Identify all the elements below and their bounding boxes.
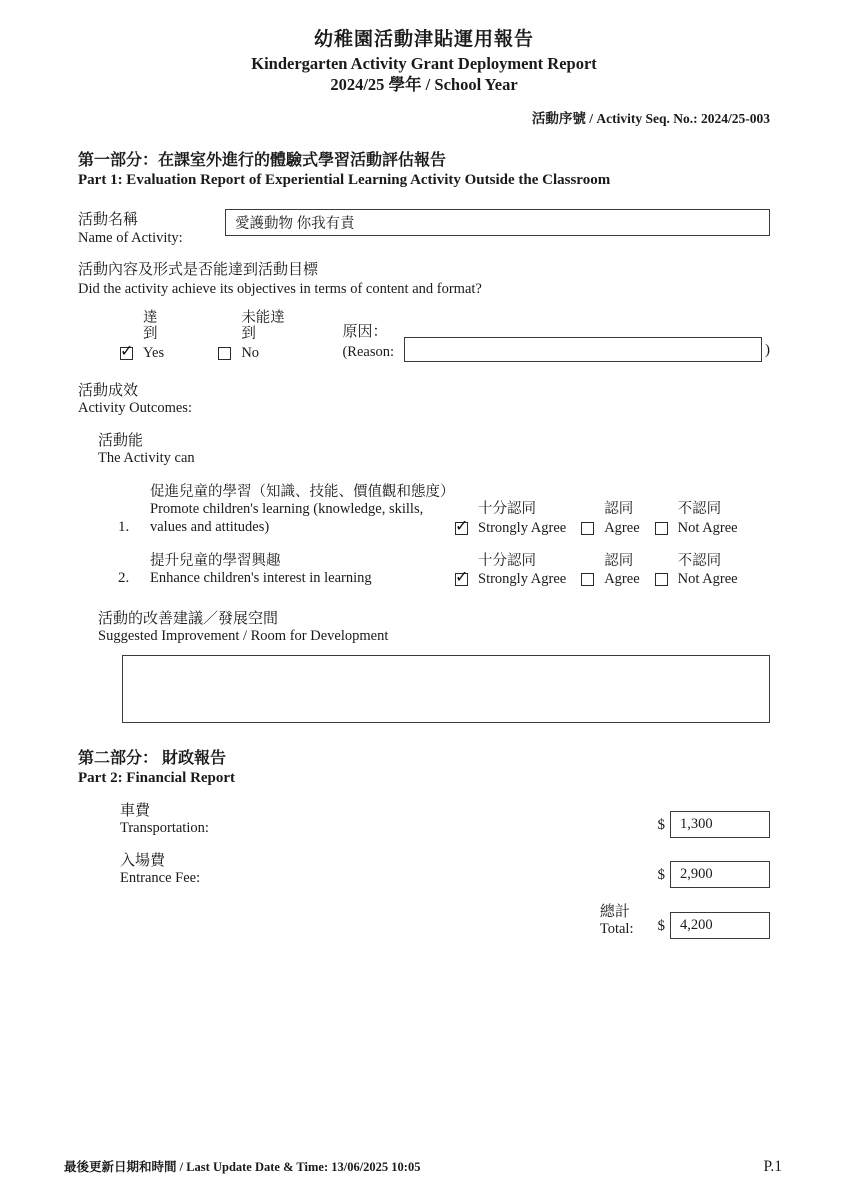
yes-label-zh: 達到 (143, 310, 158, 343)
no-option (218, 311, 290, 362)
yes-label-en: Yes (143, 345, 165, 362)
outcomes-heading-zh: 活動成效 (78, 382, 139, 399)
activity-name-input[interactable] (225, 209, 770, 236)
item-number: 1. (118, 518, 130, 535)
activity-seq-no: 活動序號 / Activity Seq. No.: 2024/25-003 (531, 110, 770, 126)
objective-question (78, 261, 770, 298)
improvement-label-en: Suggested Improvement / Room for Development (98, 628, 389, 645)
outcomes-heading (78, 382, 770, 418)
last-update-text: 最後更新日期和時間 / Last Update Date & Time: 13/06/2025 10:05 (64, 1160, 421, 1174)
strongly-agree-option (455, 554, 566, 589)
entrance-fee-input[interactable] (670, 861, 770, 888)
report-title-en: Kindergarten Activity Grant Deployment Report (251, 53, 597, 73)
transportation-input[interactable] (670, 811, 770, 838)
outcomes-heading-en: Activity Outcomes: (78, 400, 192, 417)
outcomes-subheading-en: The Activity can (98, 450, 195, 466)
objective-question-zh: 活動內容及形式是否能達到活動目標 (78, 262, 319, 279)
agree-checkbox[interactable] (581, 522, 594, 535)
reason-label-en: (Reason: (342, 343, 394, 360)
outcome-item-2 (118, 553, 770, 588)
not-agree-en: Not Agree (677, 520, 738, 537)
entrance-fee-amount (658, 861, 771, 888)
strongly-agree-option (455, 502, 566, 537)
dollar-sign: $ (657, 866, 665, 883)
objective-answer-row (120, 311, 770, 362)
part1-heading-zh: 第一部分：在課室外進行的體驗式學習活動評估報告 (78, 151, 447, 169)
total-input[interactable] (670, 912, 770, 939)
no-label-zh: 未能達到 (241, 310, 285, 343)
strongly-agree-checkbox[interactable] (455, 522, 468, 535)
item-text (150, 553, 455, 588)
agree-zh: 認同 (604, 501, 634, 518)
transportation-label-zh: 車費 (120, 802, 151, 819)
no-checkbox[interactable] (218, 347, 231, 360)
strongly-agree-en: Strongly Agree (478, 520, 567, 537)
not-agree-option (655, 554, 738, 589)
agree-en: Agree (604, 520, 640, 537)
total-label (600, 903, 634, 939)
improvement-textarea[interactable] (122, 655, 770, 723)
transportation-row (120, 802, 770, 838)
entrance-fee-label-zh: 入場費 (120, 852, 166, 869)
agree-option (581, 554, 639, 589)
outcome-item-1 (118, 484, 770, 537)
item-text-en: Promote children's learning (knowledge, skills, values and attitudes) (150, 501, 424, 536)
reason-cell (342, 323, 770, 361)
school-year: 2024/25 學年 / School Year (330, 75, 518, 95)
activity-name-row (78, 209, 770, 247)
yes-checkbox[interactable] (120, 347, 133, 360)
part2-heading (78, 749, 770, 788)
outcomes-subheading-zh: 活動能 (98, 432, 144, 449)
item-text-en: Enhance children's interest in learning (150, 570, 372, 587)
item-text-zh: 促進兒童的學習（知識、技能、價值觀和態度） (150, 483, 455, 500)
improvement-label (98, 610, 770, 646)
activity-name-label-zh: 活動名稱 (78, 212, 139, 229)
dollar-sign: $ (657, 816, 665, 833)
agree-option (581, 502, 639, 537)
entrance-fee-label-en: Entrance Fee: (120, 870, 201, 887)
report-title-zh: 幼稚園活動津貼運用報告 (313, 29, 534, 50)
total-row (78, 903, 770, 939)
agree-checkbox[interactable] (581, 573, 594, 586)
item-1-ratings (455, 502, 738, 537)
improvement-label-zh: 活動的改善建議／發展空間 (98, 611, 279, 628)
activity-name-label-en: Name of Activity: (78, 229, 183, 246)
part2-heading-en: Part 2: Financial Report (78, 770, 236, 787)
total-label-en: Total: (599, 921, 634, 938)
not-agree-zh: 不認同 (677, 552, 722, 569)
activity-name-label (78, 209, 225, 247)
transportation-amount (658, 811, 771, 838)
part2-heading-zh: 第二部分： 財政報告 (78, 750, 227, 768)
outcomes-subheading (98, 432, 770, 468)
page-number: P.1 (763, 1158, 782, 1175)
total-label-zh: 總計 (599, 903, 630, 920)
not-agree-checkbox[interactable] (655, 522, 668, 535)
strongly-agree-en: Strongly Agree (478, 571, 567, 588)
reason-input[interactable] (404, 337, 762, 362)
item-number: 2. (118, 570, 130, 587)
strongly-agree-checkbox[interactable] (455, 573, 468, 586)
reason-close-paren: ) (765, 341, 770, 358)
objective-question-en: Did the activity achieve its objectives in terms of content and format? (78, 281, 482, 298)
entrance-fee-label (120, 852, 200, 888)
total-amount (658, 912, 771, 939)
report-title-block (78, 28, 770, 96)
item-2-ratings (455, 554, 738, 589)
not-agree-zh: 不認同 (677, 501, 722, 518)
part1-heading (78, 151, 770, 190)
not-agree-en: Not Agree (677, 571, 738, 588)
page-footer (64, 1157, 782, 1176)
no-label-en: No (241, 345, 260, 362)
strongly-agree-zh: 十分認同 (478, 552, 536, 569)
transportation-label (120, 802, 209, 838)
reason-label-zh: 原因： (342, 324, 388, 341)
part1-heading-en: Part 1: Evaluation Report of Experiential Learning Activity Outside the Classroom (78, 171, 611, 188)
entrance-fee-row (120, 852, 770, 888)
yes-option (120, 311, 166, 362)
agree-zh: 認同 (604, 552, 634, 569)
item-text-zh: 提升兒童的學習興趣 (150, 552, 281, 569)
agree-en: Agree (604, 571, 640, 588)
strongly-agree-zh: 十分認同 (478, 501, 536, 518)
dollar-sign: $ (657, 917, 665, 934)
not-agree-checkbox[interactable] (655, 573, 668, 586)
item-text (150, 484, 455, 537)
not-agree-option (655, 502, 738, 537)
reason-label (342, 323, 394, 361)
transportation-label-en: Transportation: (120, 820, 209, 837)
